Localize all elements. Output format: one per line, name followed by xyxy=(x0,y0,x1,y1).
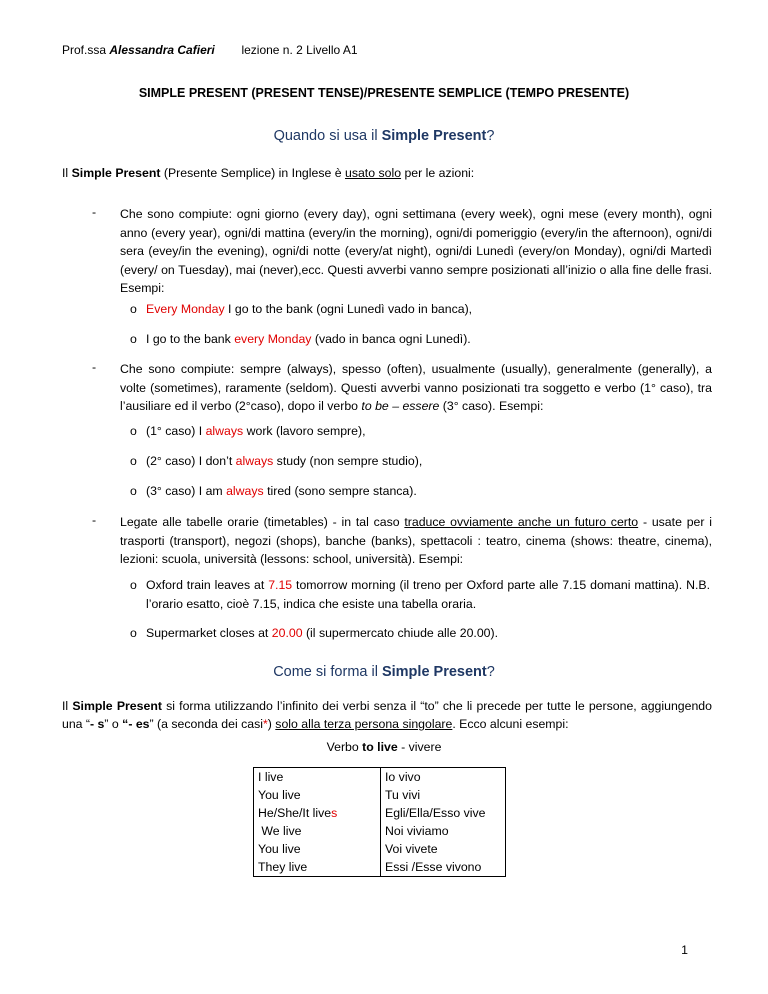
text: Supermarket closes at xyxy=(146,626,272,640)
table-cell: Essi /Esse vivono xyxy=(385,860,482,874)
heading-bold: Simple Present xyxy=(381,664,487,680)
bold-text: Simple Present xyxy=(72,699,162,713)
table-row xyxy=(254,822,506,840)
text: He/She/It live xyxy=(258,806,332,820)
text: si forma utilizzando l’infinito dei verbi senza il “to” che li precede per tutte le persone, aggiungendo una “ xyxy=(62,699,712,731)
text: study (non sempre studio), xyxy=(273,454,423,468)
highlight-text: 7.15 xyxy=(268,578,293,592)
formation-paragraph xyxy=(62,697,712,733)
dash-marker: - xyxy=(92,360,97,374)
circle-bullet-icon: o xyxy=(130,424,137,438)
table-row xyxy=(254,840,506,858)
bold-text: - s xyxy=(90,717,105,731)
text: (vado in banca ogni Lunedì). xyxy=(311,332,471,346)
table-row xyxy=(254,768,506,787)
text: I go to the bank (ogni Lunedì vado in banca), xyxy=(224,302,473,316)
header-author: Alessandra Cafieri xyxy=(109,43,215,57)
document-title: SIMPLE PRESENT (PRESENT TENSE)/PRESENTE SEMPLICE (TEMPO PRESENTE) xyxy=(138,86,630,100)
heading-text: Quando si usa il xyxy=(273,128,382,144)
bold-text: to live xyxy=(362,740,398,754)
text: Che sono compiute: sempre (always), spesso (often), usualmente (usually), generalmente (generally), a volte (sometimes), raramente (seldom). Questi avverbi vanno posizionati tra soggetto e verbo (1° caso), tra l’ausiliare ed il verbo (2°caso), dopo il verbo xyxy=(120,362,712,413)
circle-bullet-icon: o xyxy=(130,302,137,316)
example-item xyxy=(130,330,710,349)
underlined-text: traduce ovviamente anche un futuro certo xyxy=(404,515,639,529)
page-number: 1 xyxy=(681,943,688,957)
table-cell: Egli/Ella/Esso vive xyxy=(385,806,486,820)
highlight-text: s xyxy=(331,806,338,820)
table-row xyxy=(254,858,506,877)
table-cell: You live xyxy=(254,840,381,858)
example-item xyxy=(130,482,710,501)
text: Il xyxy=(62,699,73,713)
asterisk-note: * xyxy=(262,717,268,731)
text: (2° caso) I don’t xyxy=(146,454,236,468)
header-lesson: lezione n. 2 Livello A1 xyxy=(241,43,358,57)
heading-bold: Simple Present xyxy=(381,128,487,144)
text: per le azioni: xyxy=(401,166,475,180)
table-cell: I live xyxy=(254,768,381,787)
text: - usate per i trasporti (transport), negozi (shops), banche (banks), spettacoli : teatro, cinema (shows: theatre, cinema), lezioni: scuola, università (lessons: school, università). Esempi: xyxy=(120,515,712,566)
bullet-time-expressions: Che sono compiute: ogni giorno (every day), ogni settimana (every week), ogni mese (every month), ogni anno (every year), ogni/di mattina (every/in the morning), ogni/di pomeriggio (every/in the afternoon), ogni/di sera (evey/in the evening), ogni/di notte (every/at night), ogni/di Lunedì (every/on Monday), ogni/di Martedì (every/ on Tuesday), mai (never),ecc. Questi avverbi vanno sempre posizionati all’inizio o alla fine delle frasi. Esempi: xyxy=(120,207,712,295)
circle-bullet-icon: o xyxy=(130,454,137,468)
section-heading-usage xyxy=(0,128,768,144)
circle-bullet-icon: o xyxy=(130,626,137,640)
conjugation-table xyxy=(253,767,506,877)
text: ) xyxy=(267,717,276,731)
verb-caption xyxy=(0,740,768,754)
bold-text: “- es xyxy=(122,717,150,731)
highlight-text: always xyxy=(235,454,274,468)
heading-text: ? xyxy=(486,128,495,144)
example-item xyxy=(130,422,710,441)
text: (Presente Semplice) in Inglese è xyxy=(160,166,345,180)
table-cell: Noi viviamo xyxy=(385,824,449,838)
heading-text: Come si forma il xyxy=(273,664,382,680)
circle-bullet-icon: o xyxy=(130,578,137,592)
text: tomorrow morning (il treno per Oxford parte alle 7.15 domani mattina). N.B. l’orario esatto, cioè 7.15, indica che esiste una tabella oraria. xyxy=(146,578,710,611)
example-item xyxy=(130,452,710,471)
page-header xyxy=(62,43,358,57)
highlight-text: every Monday xyxy=(234,332,312,346)
dash-marker: - xyxy=(92,205,97,219)
header-prof: Prof.ssa xyxy=(62,43,107,57)
text: Il xyxy=(62,166,72,180)
text: ” (a seconda dei casi xyxy=(149,717,263,731)
bullet-timetables xyxy=(120,513,712,569)
table-row xyxy=(254,786,506,804)
highlight-text: Every Monday xyxy=(146,302,225,316)
text: - vivere xyxy=(397,740,442,754)
table-cell: We live xyxy=(254,822,381,840)
heading-text: ? xyxy=(486,664,495,680)
dash-marker: - xyxy=(92,513,97,527)
circle-bullet-icon: o xyxy=(130,484,137,498)
text: (il supermercato chiude alle 20.00). xyxy=(302,626,499,640)
text: (1° caso) I xyxy=(146,424,206,438)
table-cell xyxy=(254,804,381,822)
bullet-frequency-adverbs xyxy=(120,360,712,416)
circle-bullet-icon: o xyxy=(130,332,137,346)
table-cell: You live xyxy=(254,786,381,804)
underlined-text: solo alla terza persona singolare xyxy=(275,717,453,731)
text: I go to the bank xyxy=(146,332,235,346)
highlight-text: always xyxy=(226,484,264,498)
example-item xyxy=(130,300,710,319)
italic-text: to be – essere xyxy=(361,399,440,413)
intro-paragraph xyxy=(62,164,710,182)
text: Oxford train leaves at xyxy=(146,578,269,592)
text: (3° caso). Esempi: xyxy=(439,399,544,413)
text: tired (sono sempre stanca). xyxy=(263,484,417,498)
text: Legate alle tabelle orarie (timetables) - in tal caso xyxy=(120,515,405,529)
bold-text: Simple Present xyxy=(71,166,161,180)
section-heading-formation xyxy=(0,664,768,680)
example-item xyxy=(130,624,710,643)
highlight-text: always xyxy=(205,424,244,438)
table-cell: They live xyxy=(254,858,381,877)
text: Verbo xyxy=(326,740,363,754)
text: work (lavoro sempre), xyxy=(243,424,366,438)
table-cell: Voi vivete xyxy=(385,842,438,856)
underlined-text: usato solo xyxy=(344,166,402,180)
text: (3° caso) I am xyxy=(146,484,227,498)
table-cell: Tu vivi xyxy=(385,788,421,802)
highlight-text: 20.00 xyxy=(271,626,303,640)
example-item xyxy=(130,576,710,613)
table-row xyxy=(254,804,506,822)
table-cell: Io vivo xyxy=(385,770,421,784)
text: ” o xyxy=(104,717,123,731)
text: . Ecco alcuni esempi: xyxy=(452,717,569,731)
